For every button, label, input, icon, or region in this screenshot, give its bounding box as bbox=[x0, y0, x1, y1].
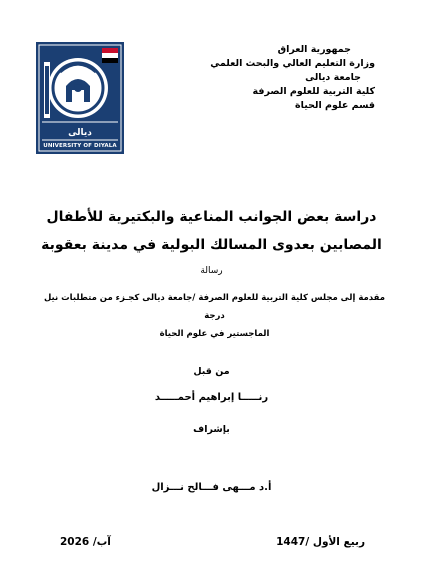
submission-line-2: الماجستير في علوم الحياة bbox=[159, 329, 270, 339]
by-label: من قبل bbox=[193, 366, 230, 377]
supervisor-name: أ.د مـــهى فـــالح نـــزال bbox=[151, 482, 272, 493]
university-logo bbox=[36, 42, 124, 154]
institution-header bbox=[195, 43, 375, 113]
submission-line-1: مقدمة إلى مجلس كلية التربية للعلوم الصرفة /جامعة ديالى كجـزء من متطلبات نيل درجة bbox=[43, 293, 386, 321]
thesis-title-line-2: المصابين بعدوى المسالك البولية في مدينة بعقوبة bbox=[41, 237, 382, 253]
logo-english-text: UNIVERSITY OF DIYALA bbox=[43, 143, 117, 149]
thesis-label: رسالة bbox=[200, 266, 223, 276]
date-gregorian: آب/ 2026 bbox=[60, 536, 111, 548]
header-college: كلية التربية للعلوم الصرفة bbox=[252, 86, 375, 97]
header-ministry: وزارة التعليم العالي والبحث العلمي bbox=[210, 58, 375, 69]
thesis-title bbox=[30, 203, 393, 259]
header-country: جمهورية العراق bbox=[277, 44, 351, 55]
student-name: رنـــــا إبراهيم أحمـــــد bbox=[154, 392, 269, 403]
header-university: جامعة ديالى bbox=[305, 72, 361, 83]
supervision-label: بإشراف bbox=[193, 424, 230, 435]
thesis-title-line-1: دراسة بعض الجوانب المناعية والبكتيرية للأطفال bbox=[46, 209, 377, 225]
submission-statement bbox=[34, 289, 395, 343]
date-hijri: ربيع الأول /1447 bbox=[276, 536, 365, 548]
header-department: قسم علوم الحياة bbox=[295, 100, 375, 111]
logo-arabic-text: ديالى bbox=[68, 128, 92, 138]
